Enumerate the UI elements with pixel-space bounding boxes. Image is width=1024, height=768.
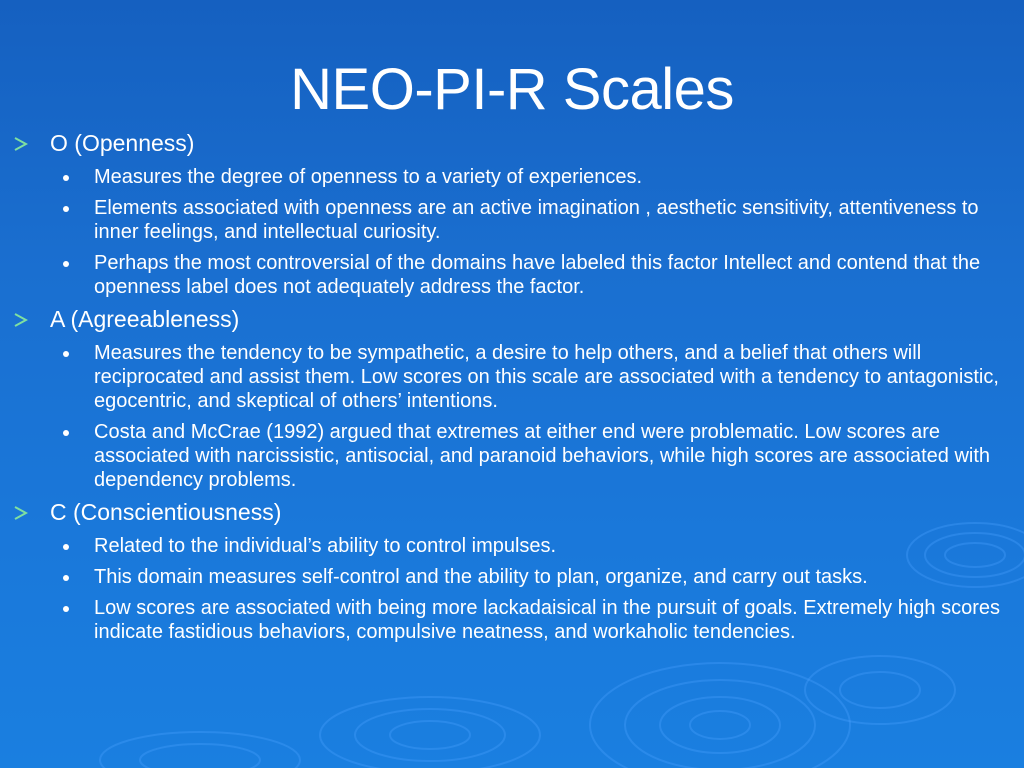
arrow-bullet-icon — [14, 137, 28, 151]
list-item-text: Measures the degree of openness to a variety of experiences. — [94, 166, 643, 188]
dot-bullet-icon — [63, 175, 69, 181]
list-item — [14, 565, 1014, 589]
list-item — [14, 341, 1014, 413]
section-conscientiousness — [14, 499, 1014, 644]
list-item — [14, 534, 1014, 558]
arrow-bullet-icon — [14, 506, 28, 520]
list-item — [14, 251, 1014, 299]
dot-bullet-icon — [63, 351, 69, 357]
dot-bullet-icon — [63, 544, 69, 550]
dot-bullet-icon — [63, 206, 69, 212]
list-item-text: This domain measures self-control and the ability to plan, organize, and carry out tasks. — [94, 566, 868, 588]
section-agreeableness — [14, 306, 1014, 492]
dot-bullet-icon — [63, 606, 69, 612]
list-item-text: Low scores are associated with being more lackadaisical in the pursuit of goals. Extremely high scores indicate fastidious behaviors, compulsive neatness, and workaholic tendencies. — [94, 597, 1000, 643]
list-item-text: Related to the individual’s ability to control impulses. — [94, 535, 557, 557]
list-item — [14, 165, 1014, 189]
list-item — [14, 596, 1014, 644]
list-item-text: Perhaps the most controversial of the domains have labeled this factor Intellect and contend that the openness label does not adequately address the factor. — [94, 252, 981, 298]
list-item — [14, 420, 1014, 492]
list-item-text: Measures the tendency to be sympathetic, a desire to help others, and a belief that others will reciprocated and assist them. Low scores on this scale are associated with a tendency to antagonistic, egocentric, and skeptical of others’ intentions. — [94, 342, 999, 412]
section-heading — [14, 499, 1014, 528]
section-heading — [14, 306, 1014, 335]
slide-content — [14, 130, 1014, 651]
list-item — [14, 196, 1014, 244]
dot-bullet-icon — [63, 575, 69, 581]
section-heading-text: C (Conscientiousness) — [50, 499, 282, 525]
section-heading — [14, 130, 1014, 159]
list-item-text: Elements associated with openness are an active imagination , aesthetic sensitivity, attentiveness to inner feelings, and intellectual curiosity. — [94, 197, 979, 243]
dot-bullet-icon — [63, 430, 69, 436]
dot-bullet-icon — [63, 261, 69, 267]
section-openness — [14, 130, 1014, 299]
section-heading-text: O (Openness) — [50, 130, 195, 156]
slide-title: NEO-PI-R Scales — [290, 57, 734, 122]
section-heading-text: A (Agreeableness) — [50, 306, 240, 332]
arrow-bullet-icon — [14, 313, 28, 327]
list-item-text: Costa and McCrae (1992) argued that extremes at either end were problematic. Low scores are associated with narcissistic, antisocial, and paranoid behaviors, while high scores are associated with dependency problems. — [94, 421, 991, 491]
